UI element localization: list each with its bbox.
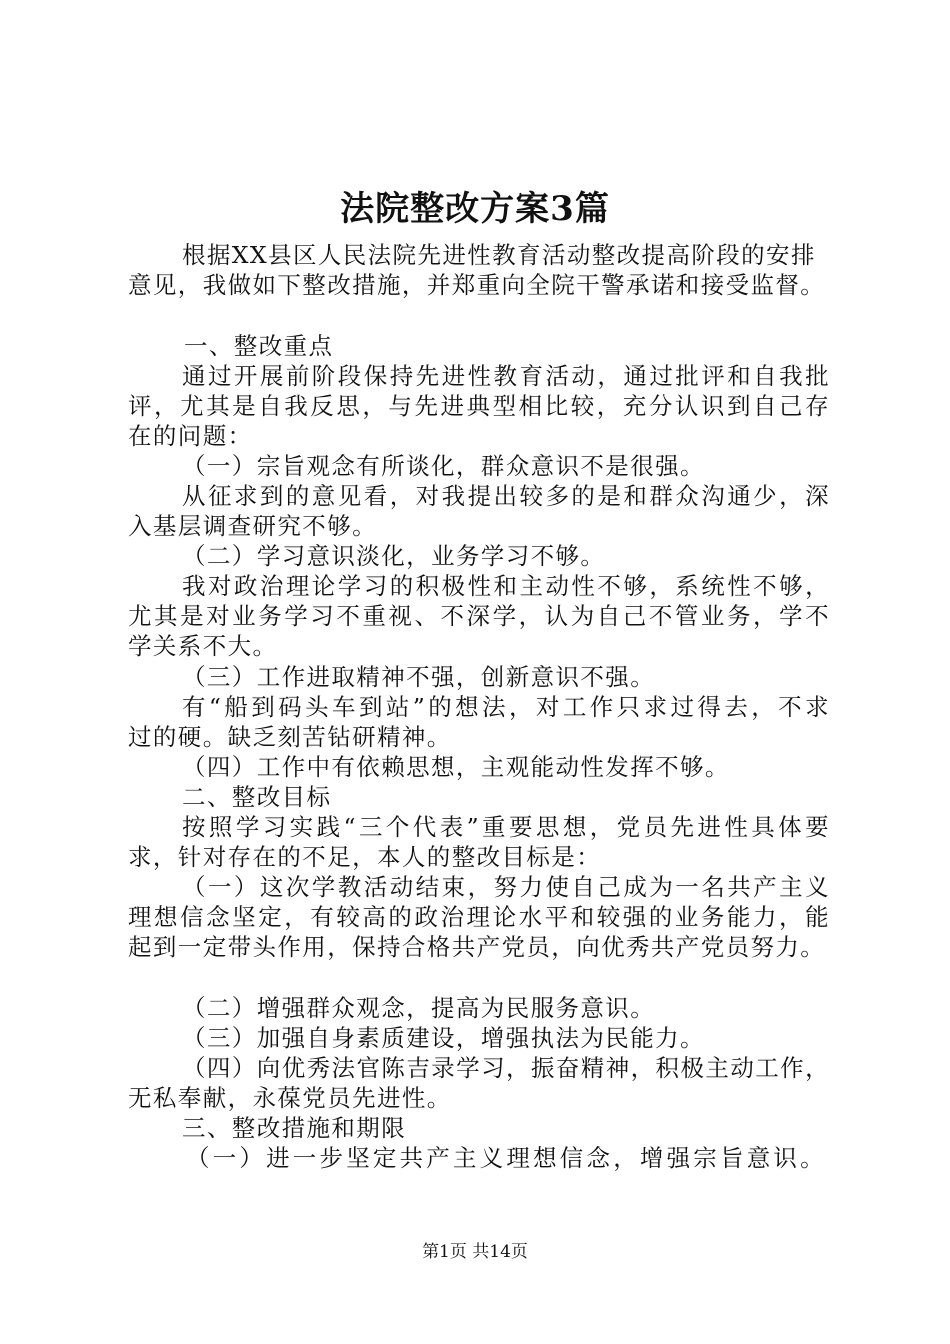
text-line: （四）向优秀法官陈吉录学习，振奋精神，积极主动工作， bbox=[182, 1054, 830, 1082]
text-line: （二）增强群众观念，提高为民服务意识。 bbox=[182, 994, 656, 1022]
text-line: 有“船到码头车到站”的想法，对工作只求过得去，不求 bbox=[182, 693, 830, 721]
text-line: 从征求到的意见看，对我提出较多的是和群众沟通少，深 bbox=[182, 482, 830, 510]
document-title: 法院整改方案3篇 bbox=[340, 189, 610, 229]
text-line: 按照学习实践“三个代表”重要思想，党员先进性具体要 bbox=[182, 813, 830, 841]
text-line: 理想信念坚定，有较高的政治理论水平和较强的业务能力，能 bbox=[128, 903, 830, 931]
text-line: 求，针对存在的不足，本人的整改目标是： bbox=[128, 843, 602, 871]
text-line: （一）这次学教活动结束，努力使自己成为一名共产主义 bbox=[182, 873, 830, 901]
section-heading: 二、整改目标 bbox=[182, 783, 332, 811]
text-line: 过的硬。缺乏刻苦钻研精神。 bbox=[128, 723, 452, 751]
text-line: （三）工作进取精神不强，创新意识不强。 bbox=[182, 663, 656, 691]
section-heading: 三、整改措施和期限 bbox=[182, 1114, 407, 1142]
text-line: 通过开展前阶段保持先进性教育活动，通过批评和自我批 bbox=[182, 362, 830, 390]
text-line: 起到一定带头作用，保持合格共产党员，向优秀共产党员努力。 bbox=[128, 933, 826, 961]
text-line: （一）进一步坚定共产主义理想信念，增强宗旨意识。 bbox=[186, 1144, 827, 1172]
text-line: 根据XX县区人民法院先进性教育活动整改提高阶段的安排 bbox=[182, 241, 816, 269]
text-line: （二）学习意识淡化，业务学习不够。 bbox=[182, 542, 606, 570]
text-line: 尤其是对业务学习不重视、不深学，认为自己不管业务，学不 bbox=[128, 602, 830, 630]
text-line: （一）宗旨观念有所谈化，群众意识不是很强。 bbox=[182, 452, 705, 480]
text-line: 学关系不大。 bbox=[128, 632, 278, 660]
text-line: 无私奉献，永葆党员先进性。 bbox=[128, 1084, 452, 1112]
text-line: 评，尤其是自我反思，与先进典型相比较，充分认识到自己存 bbox=[128, 392, 830, 420]
section-heading: 一、整改重点 bbox=[184, 332, 334, 360]
text-line: （四）工作中有依赖思想，主观能动性发挥不够。 bbox=[182, 753, 730, 781]
text-line: 入基层调查研究不够。 bbox=[128, 512, 377, 540]
text-line: 在的问题： bbox=[128, 422, 253, 450]
text-line: 意见，我做如下整改措施，并郑重向全院干警承诺和接受监督。 bbox=[128, 271, 826, 299]
page-number: 第1页 共14页 bbox=[422, 1242, 528, 1262]
text-line: （三）加强自身素质建设，增强执法为民能力。 bbox=[182, 1024, 705, 1052]
text-line: 我对政治理论学习的积极性和主动性不够，系统性不够， bbox=[182, 572, 830, 600]
